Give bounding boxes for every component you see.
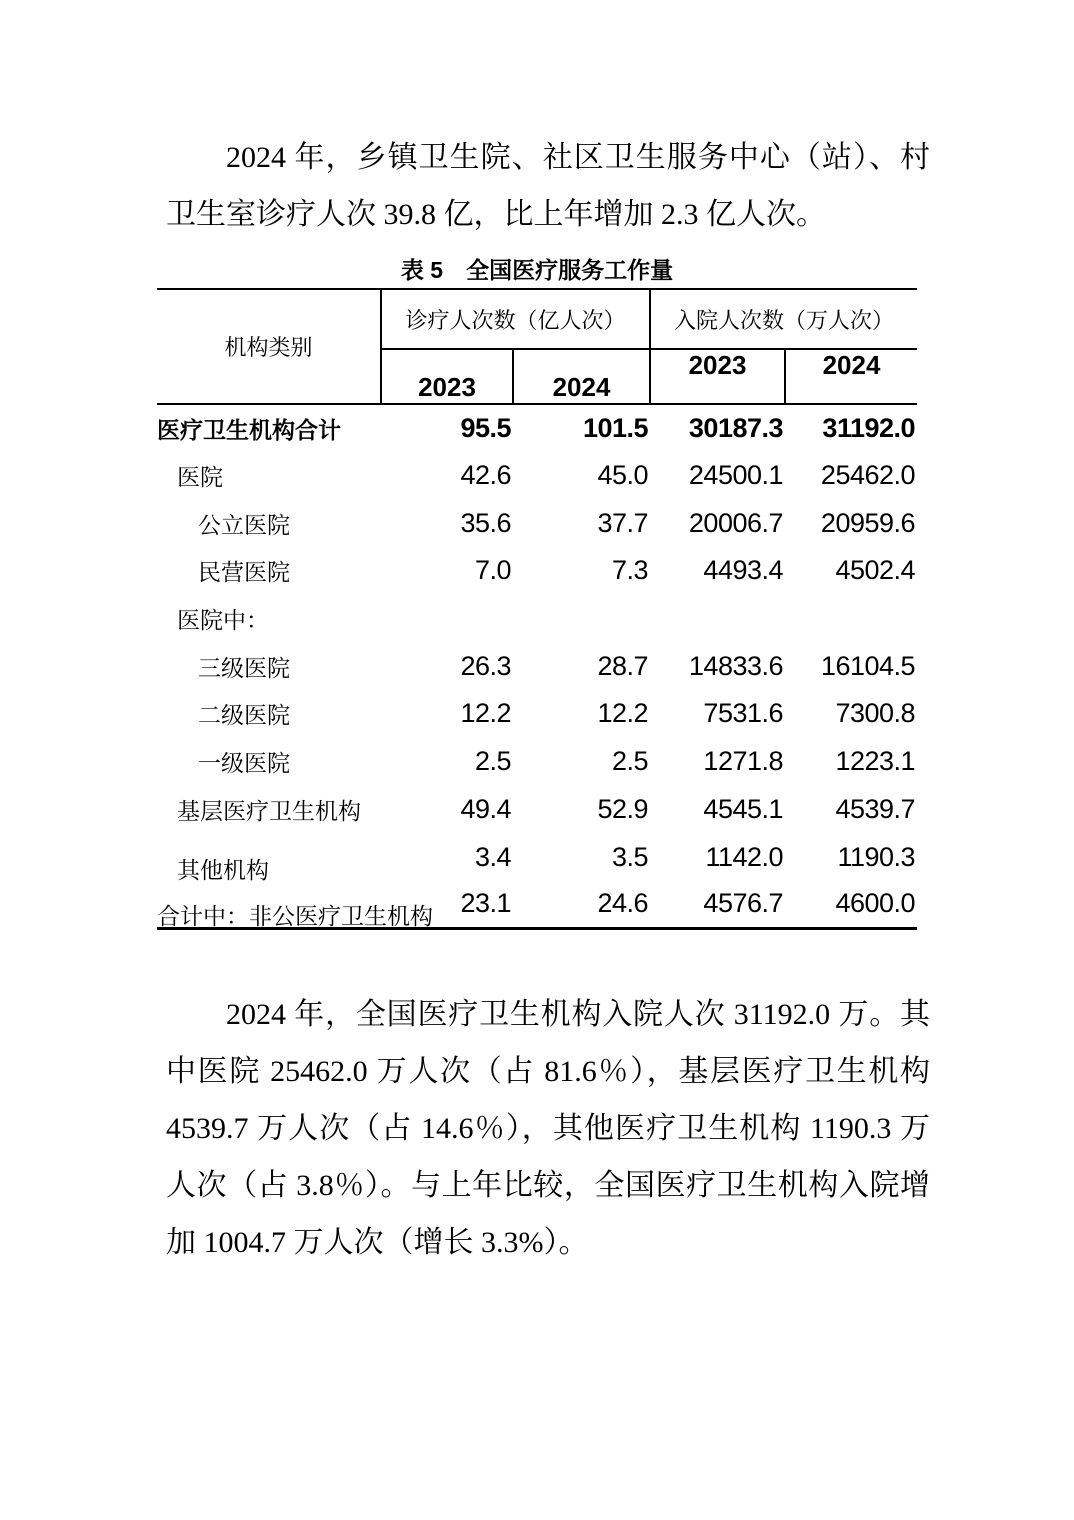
- table-title: 表 5 全国医疗服务工作量: [400, 257, 674, 283]
- table-row: [157, 499, 917, 547]
- cell-outpatient-2023: 49.4: [460, 793, 511, 824]
- row-label: 二级医院: [198, 703, 290, 729]
- cell-admissions-2023: 14833.6: [688, 650, 784, 681]
- table-row: [157, 786, 917, 834]
- table-row: [157, 833, 917, 881]
- cell-admissions-2023: 30187.3: [688, 412, 784, 443]
- cell-outpatient-2024: 12.2: [597, 698, 649, 729]
- cell-admissions-2023: 1271.8: [703, 746, 784, 777]
- table-row: [157, 738, 917, 786]
- table-row: [157, 452, 917, 500]
- cell-outpatient-2024: 28.7: [597, 650, 649, 681]
- cell-admissions-2023: 1142.0: [705, 841, 784, 872]
- cell-admissions-2024: 4600.0: [835, 888, 916, 919]
- table-row: [157, 881, 917, 929]
- paragraph-clinic-visits: 2024 年，乡镇卫生院、社区卫生服务中心（站）、村卫生室诊疗人次 39.8 亿，比上年增加 2.3 亿人次。: [166, 141, 930, 231]
- table-body: [157, 404, 917, 929]
- row-label: 其他机构: [177, 857, 269, 883]
- cell-outpatient-2023: 12.2: [460, 698, 511, 729]
- cell-admissions-2024: 20959.6: [820, 507, 916, 538]
- row-label: 医疗卫生机构合计: [157, 417, 341, 443]
- header-row-groups: [157, 289, 917, 349]
- col-group-outpatient-visits: 诊疗人次数（亿人次）: [381, 289, 650, 349]
- row-label: 三级医院: [198, 655, 290, 681]
- cell-admissions-2023: 4545.1: [703, 793, 784, 824]
- cell-admissions-2024: 7300.8: [835, 698, 916, 729]
- row-label: 医院: [177, 465, 223, 491]
- cell-outpatient-2024: 7.3: [611, 555, 649, 586]
- table-medical-service-workload: [157, 288, 917, 930]
- row-label: 合计中：非公医疗卫生机构: [157, 904, 433, 930]
- cell-outpatient-2024: 2.5: [611, 746, 649, 777]
- col-header-institution-type: 机构类别: [157, 289, 381, 404]
- col-header-admissions-2024: 2024: [822, 350, 881, 380]
- paragraph-admissions-summary: 2024 年，全国医疗卫生机构入院人次 31192.0 万。其中医院 25462.0 万人次（占 81.6％），基层医疗卫生机构 4539.7 万人次（占 14.6％），其他医疗卫生机构 1190.3 万人次（占 3.8％）。与上年比较，全国医疗卫生机构入院增加 1004.7 万人次（增长 3.3%）。: [166, 998, 930, 1259]
- row-label: 民营医院: [198, 560, 290, 586]
- cell-outpatient-2024: [513, 595, 650, 643]
- cell-admissions-2024: 1190.3: [837, 841, 916, 872]
- cell-admissions-2024: 1223.1: [835, 746, 916, 777]
- cell-admissions-2024: [785, 595, 917, 643]
- cell-outpatient-2024: 3.5: [611, 841, 649, 872]
- cell-admissions-2023: [650, 595, 785, 643]
- table-row: [157, 547, 917, 595]
- cell-admissions-2023: 4493.4: [703, 555, 784, 586]
- cell-admissions-2023: 7531.6: [703, 698, 784, 729]
- cell-outpatient-2024: 24.6: [597, 888, 649, 919]
- cell-admissions-2024: 25462.0: [820, 460, 916, 491]
- table-row: [157, 690, 917, 738]
- cell-outpatient-2023: 26.3: [460, 650, 511, 681]
- cell-admissions-2023: 24500.1: [688, 460, 784, 491]
- cell-admissions-2023: 20006.7: [688, 507, 784, 538]
- row-label: 一级医院: [198, 751, 290, 777]
- cell-admissions-2024: 31192.0: [822, 412, 916, 443]
- cell-outpatient-2023: 35.6: [460, 507, 511, 538]
- cell-outpatient-2023: [381, 595, 513, 643]
- col-group-admissions: 入院人次数（万人次）: [650, 289, 917, 349]
- cell-outpatient-2023: 2.5: [474, 746, 511, 777]
- cell-admissions-2024: 4539.7: [835, 793, 916, 824]
- cell-outpatient-2023: 7.0: [474, 555, 511, 586]
- col-header-outpatient-2024: 2024: [513, 349, 650, 404]
- row-label: 公立医院: [198, 512, 290, 538]
- table-row: [157, 642, 917, 690]
- cell-outpatient-2024: 101.5: [582, 412, 649, 443]
- cell-outpatient-2023: 3.4: [474, 841, 511, 872]
- cell-admissions-2023: 4576.7: [703, 888, 784, 919]
- col-header-outpatient-2023: 2023: [381, 349, 513, 404]
- cell-outpatient-2023: 23.1: [460, 888, 511, 919]
- table-row: [157, 595, 917, 643]
- cell-outpatient-2024: 37.7: [597, 507, 649, 538]
- cell-outpatient-2023: 95.5: [460, 412, 511, 443]
- cell-admissions-2024: 4502.4: [835, 555, 916, 586]
- table-row: [157, 404, 917, 452]
- row-label: 基层医疗卫生机构: [177, 798, 361, 824]
- col-header-admissions-2023: 2023: [650, 349, 785, 404]
- cell-outpatient-2023: 42.6: [460, 460, 511, 491]
- cell-outpatient-2024: 45.0: [597, 460, 649, 491]
- cell-outpatient-2024: 52.9: [597, 793, 649, 824]
- cell-admissions-2024: 16104.5: [820, 650, 916, 681]
- row-label: 医院中：: [177, 608, 269, 634]
